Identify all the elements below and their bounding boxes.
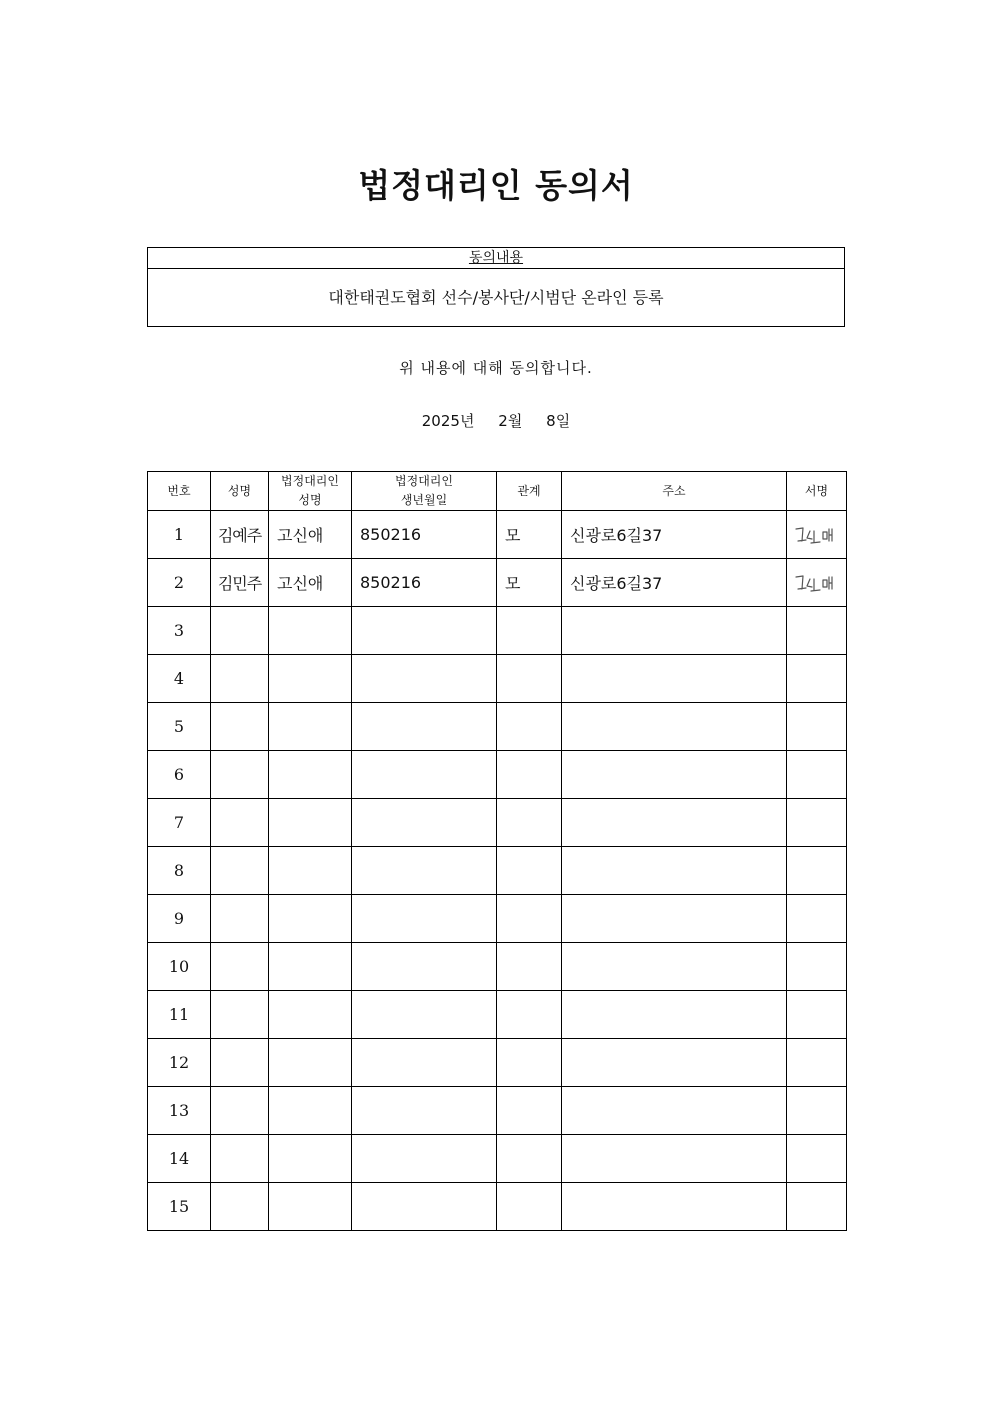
cell-name <box>211 991 269 1039</box>
cell-signature <box>787 895 847 943</box>
header-guardian-name-line1: 법정대리인 <box>281 474 339 488</box>
table-row <box>148 559 847 607</box>
cell-name: 김예주 <box>211 511 269 559</box>
cell-guardian-name <box>269 943 352 991</box>
cell-no: 14 <box>148 1135 211 1183</box>
cell-address <box>562 751 787 799</box>
cell-no: 7 <box>148 799 211 847</box>
header-no: 번호 <box>148 472 211 511</box>
header-guardian-birth-line2: 생년월일 <box>400 493 448 507</box>
cell-guardian-name <box>269 1087 352 1135</box>
header-guardian-name <box>269 472 352 511</box>
cell-relation: 모 <box>497 559 562 607</box>
cell-guardian-birth <box>352 799 497 847</box>
cell-address <box>562 1039 787 1087</box>
cell-name <box>211 847 269 895</box>
table-row <box>148 703 847 751</box>
cell-guardian-birth <box>352 847 497 895</box>
table-row <box>148 1039 847 1087</box>
cell-no: 3 <box>148 607 211 655</box>
cell-name <box>211 607 269 655</box>
cell-guardian-name <box>269 703 352 751</box>
cell-signature <box>787 1183 847 1231</box>
cell-name <box>211 655 269 703</box>
cell-relation <box>497 943 562 991</box>
registration-table <box>147 471 847 1231</box>
cell-name <box>211 1087 269 1135</box>
cell-guardian-birth <box>352 703 497 751</box>
consent-date <box>0 410 992 431</box>
cell-relation <box>497 607 562 655</box>
cell-signature <box>787 1087 847 1135</box>
cell-guardian-name <box>269 1183 352 1231</box>
cell-no: 12 <box>148 1039 211 1087</box>
table-row <box>148 1087 847 1135</box>
cell-guardian-name <box>269 799 352 847</box>
cell-name <box>211 943 269 991</box>
cell-guardian-name <box>269 847 352 895</box>
cell-signature <box>787 511 847 559</box>
cell-guardian-birth <box>352 751 497 799</box>
cell-guardian-name <box>269 607 352 655</box>
page-title: 법정대리인 동의서 <box>358 166 634 205</box>
cell-signature <box>787 559 847 607</box>
cell-relation <box>497 703 562 751</box>
cell-guardian-birth <box>352 607 497 655</box>
table-row <box>148 1135 847 1183</box>
cell-guardian-birth <box>352 895 497 943</box>
agreement-text: 위 내용에 대해 동의합니다. <box>399 359 593 377</box>
table-row <box>148 511 847 559</box>
cell-relation <box>497 799 562 847</box>
cell-name <box>211 1183 269 1231</box>
cell-no: 10 <box>148 943 211 991</box>
cell-address <box>562 991 787 1039</box>
cell-no: 2 <box>148 559 211 607</box>
cell-relation <box>497 1135 562 1183</box>
cell-guardian-name <box>269 655 352 703</box>
cell-guardian-birth <box>352 943 497 991</box>
cell-address <box>562 607 787 655</box>
cell-name <box>211 799 269 847</box>
cell-guardian-name <box>269 751 352 799</box>
cell-relation <box>497 847 562 895</box>
header-guardian-birth-line1: 법정대리인 <box>395 474 453 488</box>
cell-signature <box>787 607 847 655</box>
cell-relation <box>497 1183 562 1231</box>
cell-signature <box>787 1135 847 1183</box>
cell-guardian-birth <box>352 1039 497 1087</box>
header-signature: 서명 <box>787 472 847 511</box>
cell-address: 신광로6길37 <box>562 511 787 559</box>
handwritten-signature <box>793 571 841 595</box>
date-month: 2월 <box>498 412 523 430</box>
cell-guardian-name <box>269 991 352 1039</box>
cell-relation <box>497 991 562 1039</box>
cell-relation <box>497 1087 562 1135</box>
table-row <box>148 751 847 799</box>
cell-no: 8 <box>148 847 211 895</box>
cell-relation <box>497 895 562 943</box>
header-address: 주소 <box>562 472 787 511</box>
consent-content: 대한태권도협회 선수/봉사단/시범단 온라인 등록 <box>328 288 664 307</box>
cell-no: 1 <box>148 511 211 559</box>
table-row <box>148 847 847 895</box>
date-day: 8일 <box>546 412 571 430</box>
table-row <box>148 655 847 703</box>
date-year: 2025년 <box>421 412 475 430</box>
header-guardian-birth <box>352 472 497 511</box>
table-header-row <box>148 472 847 511</box>
cell-signature <box>787 703 847 751</box>
cell-no: 15 <box>148 1183 211 1231</box>
cell-name <box>211 751 269 799</box>
cell-guardian-birth <box>352 1087 497 1135</box>
cell-signature <box>787 991 847 1039</box>
cell-guardian-birth: 850216 <box>352 511 497 559</box>
cell-guardian-birth <box>352 655 497 703</box>
table-row <box>148 943 847 991</box>
cell-name <box>211 895 269 943</box>
header-name: 성명 <box>211 472 269 511</box>
cell-guardian-birth <box>352 1183 497 1231</box>
cell-signature <box>787 751 847 799</box>
handwritten-signature <box>793 523 841 547</box>
cell-no: 6 <box>148 751 211 799</box>
header-relation: 관계 <box>497 472 562 511</box>
consent-box <box>147 247 845 327</box>
cell-guardian-name: 고신애 <box>269 511 352 559</box>
cell-relation <box>497 1039 562 1087</box>
cell-guardian-birth <box>352 1135 497 1183</box>
cell-no: 11 <box>148 991 211 1039</box>
cell-relation <box>497 655 562 703</box>
cell-address <box>562 799 787 847</box>
cell-address <box>562 847 787 895</box>
cell-address <box>562 655 787 703</box>
cell-address <box>562 1087 787 1135</box>
cell-signature <box>787 847 847 895</box>
cell-guardian-name <box>269 1039 352 1087</box>
cell-name: 김민주 <box>211 559 269 607</box>
cell-guardian-birth: 850216 <box>352 559 497 607</box>
header-guardian-name-line2: 성명 <box>298 493 322 507</box>
cell-no: 13 <box>148 1087 211 1135</box>
cell-no: 5 <box>148 703 211 751</box>
cell-signature <box>787 1039 847 1087</box>
cell-relation <box>497 751 562 799</box>
cell-address <box>562 895 787 943</box>
cell-address <box>562 1135 787 1183</box>
cell-no: 9 <box>148 895 211 943</box>
cell-guardian-birth <box>352 991 497 1039</box>
cell-relation: 모 <box>497 511 562 559</box>
cell-name <box>211 703 269 751</box>
table-row <box>148 799 847 847</box>
table-row <box>148 607 847 655</box>
table-row <box>148 991 847 1039</box>
cell-address <box>562 943 787 991</box>
cell-name <box>211 1135 269 1183</box>
cell-guardian-name <box>269 895 352 943</box>
cell-no: 4 <box>148 655 211 703</box>
table-row <box>148 895 847 943</box>
cell-address: 신광로6길37 <box>562 559 787 607</box>
cell-guardian-name <box>269 1135 352 1183</box>
cell-address <box>562 703 787 751</box>
cell-signature <box>787 655 847 703</box>
cell-signature <box>787 943 847 991</box>
cell-guardian-name: 고신애 <box>269 559 352 607</box>
table-row <box>148 1183 847 1231</box>
cell-signature <box>787 799 847 847</box>
consent-heading: 동의내용 <box>148 248 844 269</box>
cell-address <box>562 1183 787 1231</box>
cell-name <box>211 1039 269 1087</box>
